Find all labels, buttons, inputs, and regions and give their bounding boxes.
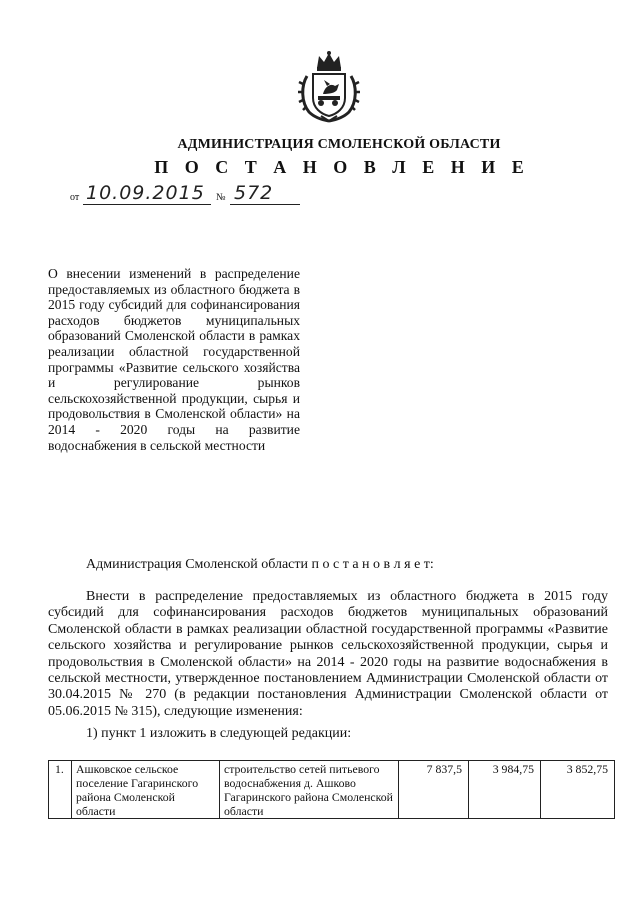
date-label: от	[70, 192, 80, 203]
row-index: 1.	[49, 761, 72, 819]
document-subject: О внесении изменений в распределение предоставляемых из областного бюджета в 2015 году субсидий для софинансирования расходов бюджетов муниципальных образований Смоленской области в рамках реализации областной государственной программы «Развитие сельского хозяйства и регулирование рынков сельскохозяйственной продукции, сырья и продовольствия в Смоленской области» на 2014 - 2020 годы на развитие водоснабжения в сельской местности	[48, 266, 300, 453]
number-handwritten: 572	[234, 182, 274, 204]
date-handwritten: 10.09.2015	[86, 182, 205, 204]
row-value-2: 3 984,75	[469, 761, 541, 819]
changes-table	[48, 760, 615, 819]
number-label: №	[216, 192, 226, 203]
row-municipality: Ашковское сельское поселение Гагаринского района Смоленской области	[72, 761, 220, 819]
table-row	[49, 761, 615, 819]
row-value-1: 7 837,5	[399, 761, 469, 819]
coat-of-arms-emblem	[297, 50, 361, 124]
body-paragraph: Внести в распределение предоставляемых из областного бюджета в 2015 году субсидий для софинансирования расходов бюджетов муниципальных образований Смоленской области в рамках реализации областной государственной программы «Развитие сельского хозяйства и регулирование рынков сельскохозяйственной продукции, сырья и продовольствия в Смоленской области» на 2014 - 2020 годы на развитие водоснабжения в сельской местности, утвержденное постановлением Администрации Смоленской области от 30.04.2015 № 270 (в редакции постановления Администрации Смоленской области от 05.06.2015 № 315), следующие изменения:	[48, 589, 608, 719]
number-underline	[230, 204, 300, 205]
document-type-title: П О С Т А Н О В Л Е Н И Е	[154, 157, 530, 177]
document-body	[48, 589, 608, 720]
row-project: строительство сетей питьевого водоснабжения д. Ашково Гагаринского района Смоленской области	[220, 761, 399, 819]
decree-line: Администрация Смоленской области п о с т а н о в л я е т:	[86, 557, 434, 572]
change-item-1: 1) пункт 1 изложить в следующей редакции:	[86, 726, 352, 741]
row-value-3: 3 852,75	[541, 761, 615, 819]
date-underline	[83, 204, 211, 205]
organization-name: АДМИНИСТРАЦИЯ СМОЛЕНСКОЙ ОБЛАСТИ	[177, 137, 501, 152]
